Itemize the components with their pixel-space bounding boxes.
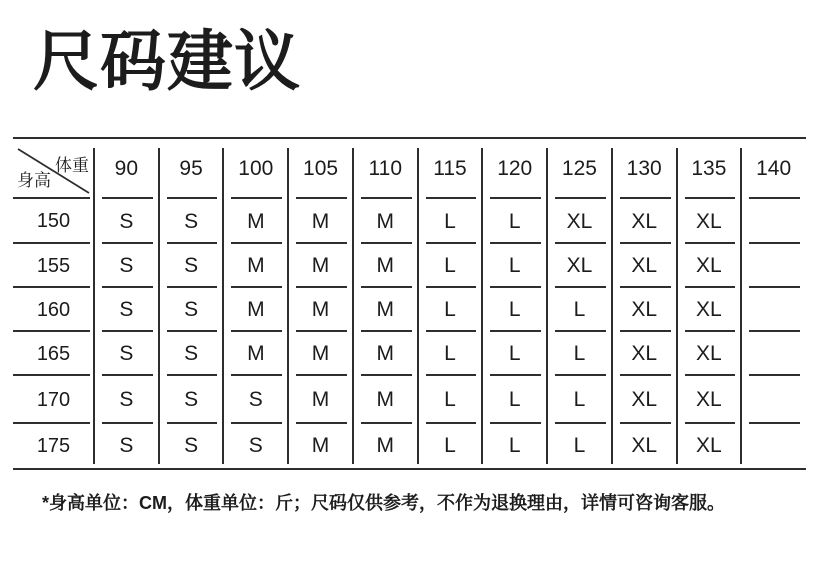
size-cell-155-135: XL <box>677 244 742 288</box>
size-cell-175-105: M <box>288 424 353 468</box>
weight-header-100: 100 <box>223 139 288 199</box>
size-cell-170-125: L <box>547 376 612 424</box>
size-cell-170-140 <box>741 376 806 424</box>
size-cell-150-110: M <box>353 199 418 244</box>
size-cell-165-140 <box>741 332 806 376</box>
size-cell-170-100: S <box>223 376 288 424</box>
size-cell-175-110: M <box>353 424 418 468</box>
size-cell-175-130: XL <box>612 424 677 468</box>
size-cell-160-135: XL <box>677 288 742 332</box>
size-cell-155-110: M <box>353 244 418 288</box>
height-row-170: 170 <box>13 376 94 424</box>
size-cell-150-125: XL <box>547 199 612 244</box>
weight-header-140: 140 <box>741 139 806 199</box>
size-cell-160-120: L <box>482 288 547 332</box>
size-cell-150-105: M <box>288 199 353 244</box>
weight-header-105: 105 <box>288 139 353 199</box>
weight-header-90: 90 <box>94 139 159 199</box>
size-cell-160-115: L <box>418 288 483 332</box>
height-row-160: 160 <box>13 288 94 332</box>
size-cell-165-120: L <box>482 332 547 376</box>
size-cell-160-125: L <box>547 288 612 332</box>
size-cell-165-130: XL <box>612 332 677 376</box>
size-cell-155-100: M <box>223 244 288 288</box>
weight-header-130: 130 <box>612 139 677 199</box>
size-cell-170-115: L <box>418 376 483 424</box>
size-cell-165-135: XL <box>677 332 742 376</box>
height-row-155: 155 <box>13 244 94 288</box>
size-cell-175-90: S <box>94 424 159 468</box>
size-cell-155-130: XL <box>612 244 677 288</box>
size-cell-175-125: L <box>547 424 612 468</box>
size-cell-170-120: L <box>482 376 547 424</box>
weight-header-95: 95 <box>159 139 224 199</box>
size-cell-155-90: S <box>94 244 159 288</box>
size-cell-165-125: L <box>547 332 612 376</box>
size-cell-170-130: XL <box>612 376 677 424</box>
size-cell-160-105: M <box>288 288 353 332</box>
size-cell-155-120: L <box>482 244 547 288</box>
size-cell-150-130: XL <box>612 199 677 244</box>
size-cell-150-100: M <box>223 199 288 244</box>
size-cell-175-135: XL <box>677 424 742 468</box>
size-cell-150-135: XL <box>677 199 742 244</box>
weight-header-135: 135 <box>677 139 742 199</box>
weight-header-125: 125 <box>547 139 612 199</box>
size-cell-165-115: L <box>418 332 483 376</box>
size-cell-170-110: M <box>353 376 418 424</box>
weight-header-115: 115 <box>418 139 483 199</box>
size-cell-160-100: M <box>223 288 288 332</box>
size-table <box>13 137 806 470</box>
weight-header-110: 110 <box>353 139 418 199</box>
size-cell-150-115: L <box>418 199 483 244</box>
height-row-175: 175 <box>13 424 94 468</box>
corner-cell <box>13 139 94 199</box>
size-cell-160-90: S <box>94 288 159 332</box>
size-cell-165-100: M <box>223 332 288 376</box>
size-cell-160-140 <box>741 288 806 332</box>
size-cell-175-115: L <box>418 424 483 468</box>
size-cell-160-110: M <box>353 288 418 332</box>
size-cell-165-95: S <box>159 332 224 376</box>
footnote: *身高单位：CM，体重单位：斤；尺码仅供参考，不作为退换理由，详情可咨询客服。 <box>42 493 725 513</box>
size-cell-175-95: S <box>159 424 224 468</box>
weight-axis-label: 体重 <box>55 156 89 175</box>
size-cell-155-140 <box>741 244 806 288</box>
page-title: 尺码建议 <box>33 24 301 98</box>
height-row-165: 165 <box>13 332 94 376</box>
size-cell-155-105: M <box>288 244 353 288</box>
size-cell-150-95: S <box>159 199 224 244</box>
size-cell-175-120: L <box>482 424 547 468</box>
size-cell-150-90: S <box>94 199 159 244</box>
size-cell-170-135: XL <box>677 376 742 424</box>
size-cell-165-105: M <box>288 332 353 376</box>
size-cell-165-90: S <box>94 332 159 376</box>
size-cell-155-115: L <box>418 244 483 288</box>
size-cell-155-95: S <box>159 244 224 288</box>
size-cell-170-95: S <box>159 376 224 424</box>
height-axis-label: 身高 <box>17 171 51 190</box>
size-cell-165-110: M <box>353 332 418 376</box>
size-cell-160-130: XL <box>612 288 677 332</box>
weight-header-120: 120 <box>482 139 547 199</box>
size-cell-170-105: M <box>288 376 353 424</box>
size-cell-170-90: S <box>94 376 159 424</box>
size-cell-175-140 <box>741 424 806 468</box>
size-cell-150-120: L <box>482 199 547 244</box>
size-cell-160-95: S <box>159 288 224 332</box>
height-row-150: 150 <box>13 199 94 244</box>
size-cell-155-125: XL <box>547 244 612 288</box>
size-cell-150-140 <box>741 199 806 244</box>
size-cell-175-100: S <box>223 424 288 468</box>
